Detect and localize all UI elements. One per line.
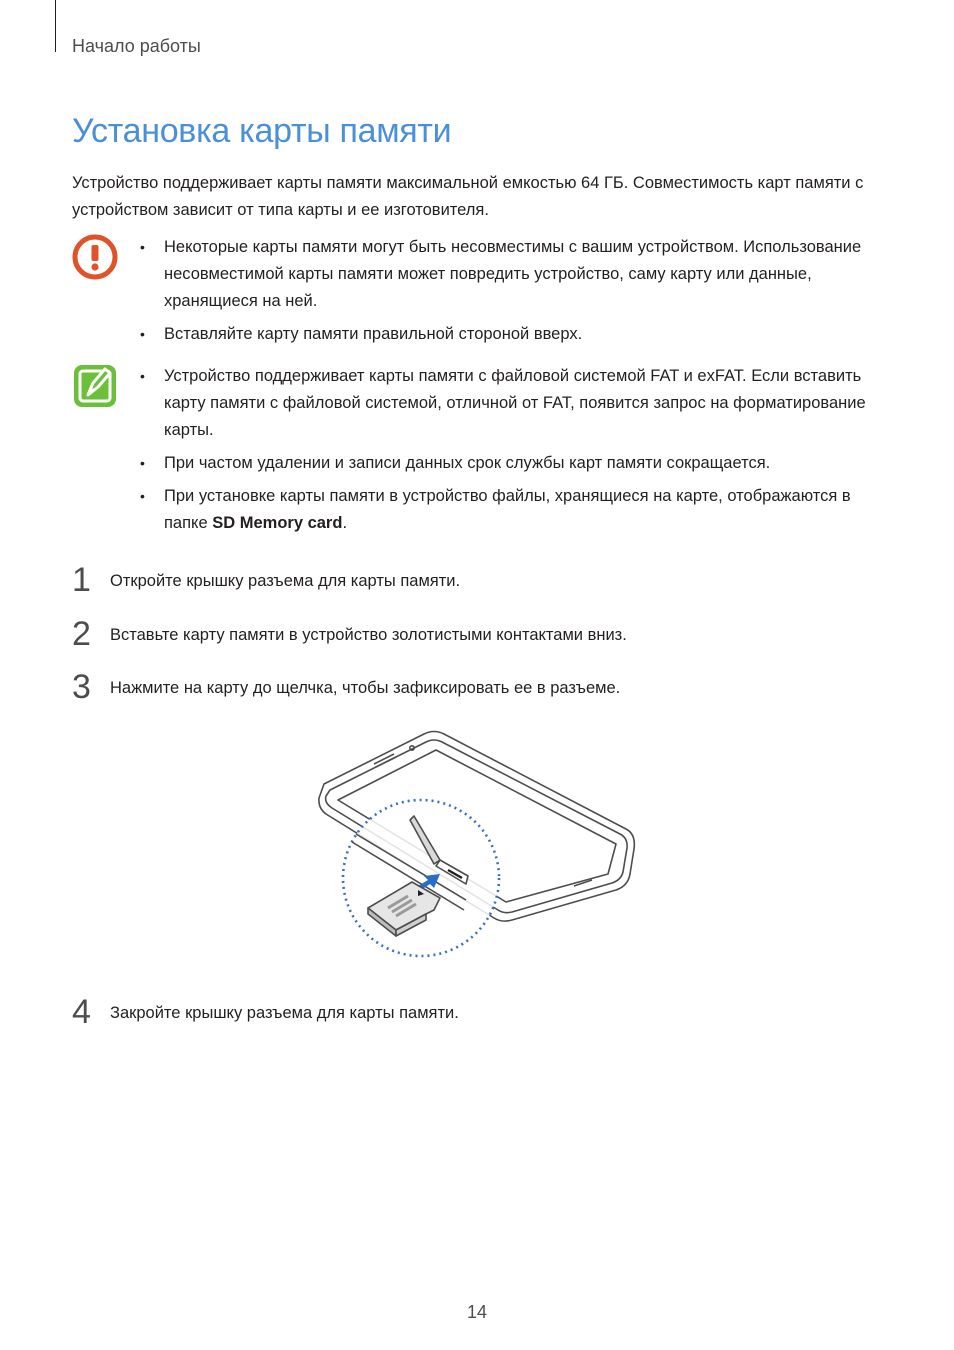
step-text: Нажмите на карту до щелчка, чтобы зафиксировать ее в разъеме. [110, 679, 621, 697]
list-item: • При частом удалении и записи данных срок службы карт памяти сокращается. [140, 454, 771, 472]
caution-icon [72, 234, 118, 280]
step-number: 3 [72, 668, 91, 706]
tip-list [138, 363, 898, 543]
side-rule [55, 0, 56, 52]
folder-name: SD Memory card [212, 514, 343, 532]
page-title: Установка карты памяти [72, 112, 452, 150]
note-pencil-icon [72, 363, 118, 409]
caution-list [138, 234, 898, 354]
list-item: • При установке карты памяти в устройство файлы, хранящиеся на карте, отображаются в папке SD Memory card. [140, 487, 851, 532]
step-text: Вставьте карту памяти в устройство золотистыми контактами вниз. [110, 626, 627, 644]
step-number: 2 [72, 615, 91, 653]
step-text: Закройте крышку разъема для карты памяти. [110, 1004, 459, 1022]
intro-paragraph: Устройство поддерживает карты памяти максимальной емкостью 64 ГБ. Совместимость карт памяти с устройством зависит от типа карты и ее изготовителя. [72, 174, 864, 219]
page-number: 14 [466, 1302, 488, 1322]
list-item: • Вставляйте карту памяти правильной стороной вверх. [140, 325, 583, 343]
step-number: 4 [72, 993, 91, 1031]
list-item: • Устройство поддерживает карты памяти с файловой системой FAT и exFAT. Если вставить карту памяти с файловой системой, отличной от FAT, появится запрос на форматирование карты. [140, 367, 866, 439]
list-item: • Некоторые карты памяти могут быть несовместимы с вашим устройством. Использование несовместимой карты памяти может повредить устройство, саму карту или данные, хранящиеся на ней. [140, 238, 862, 310]
step-number: 1 [72, 561, 91, 599]
memory-card-insertion-illustration [316, 724, 638, 960]
section-header: Начало работы [72, 36, 201, 56]
step-text: Откройте крышку разъема для карты памяти. [110, 572, 461, 590]
